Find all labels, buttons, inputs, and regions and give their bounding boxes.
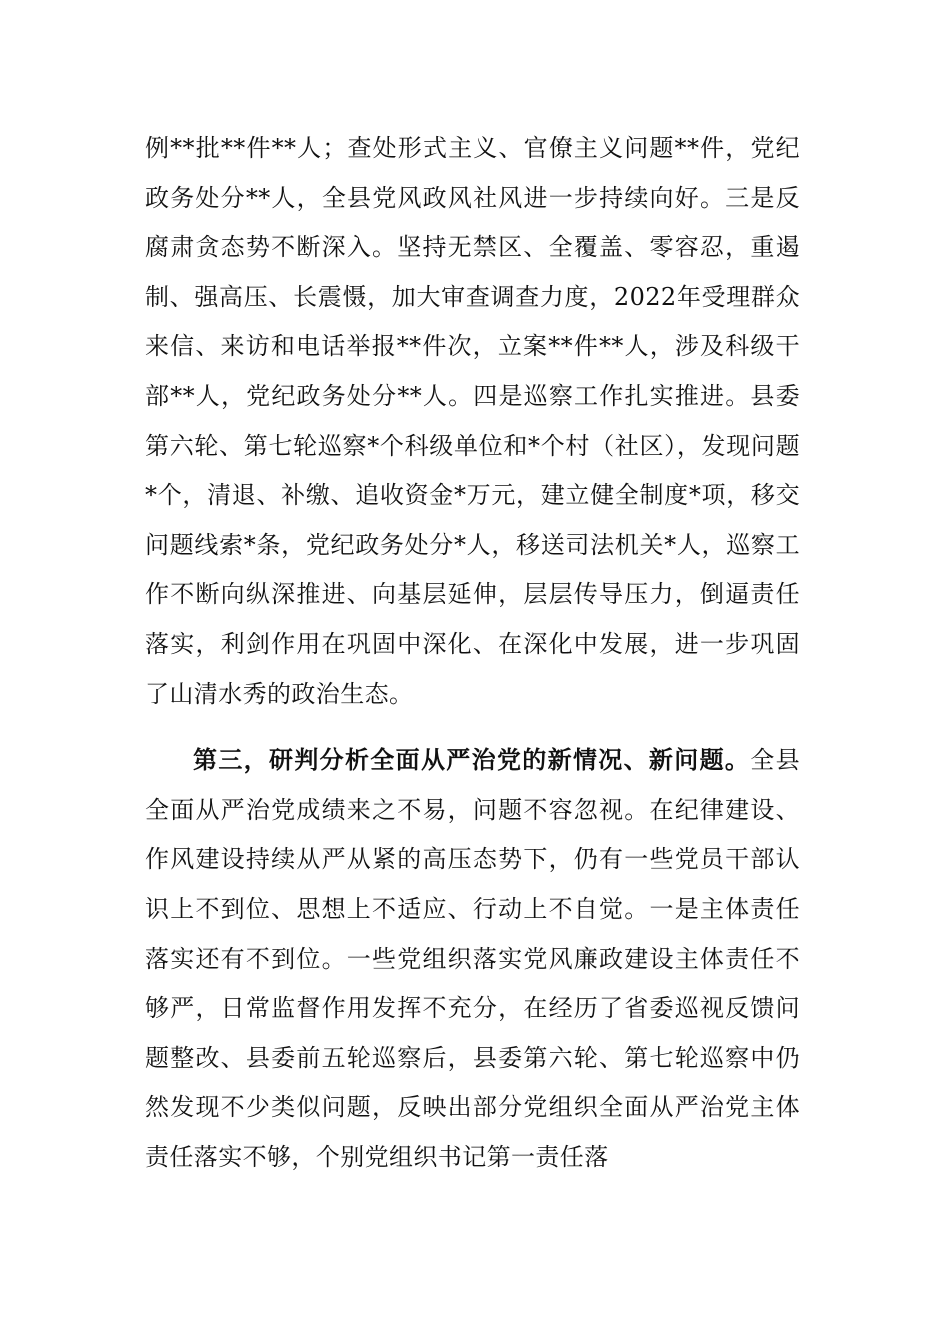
body-paragraph [145,124,800,719]
paragraph-text: 全县全面从严治党成绩来之不易，问题不容忽视。在纪律建设、作风建设持续从严从紧的高压态势下，仍有一些党员干部认识上不到位、思想上不适应、行动上不自觉。一是主体责任落实还有不到位。一些党组织落实党风廉政建设主体责任不够严，日常监督作用发挥不充分，在经历了省委巡视反馈问题整改、县委前五轮巡察后，县委第六轮、第七轮巡察中仍然发现不少类似问题，反映出部分党组织全面从严治党主体责任落实不够，个别党组织书记第一责任落 [145,746,800,1171]
body-paragraph [145,735,800,1182]
paragraph-text: 例**批**件**人；查处形式主义、官僚主义问题**件，党纪政务处分**人，全县党风政风社风进一步持续向好。三是反腐肃贪态势不断深入。坚持无禁区、全覆盖、零容忍，重遏制、强高压、长震慑，加大审查调查力度，2022年受理群众来信、来访和电话举报**件次，立案**件**人，涉及科级干部**人，党纪政务处分**人。四是巡察工作扎实推进。县委第六轮、第七轮巡察*个科级单位和*个村（社区），发现问题*个，清退、补缴、追收资金*万元，建立健全制度*项，移交问题线索*条，党纪政务处分*人，移送司法机关*人，巡察工作不断向纵深推进、向基层延伸，层层传导压力，倒逼责任落实，利剑作用在巩固中深化、在深化中发展，进一步巩固了山清水秀的政治生态。 [145,134,800,708]
section-heading: 第三，研判分析全面从严治党的新情况、新问题。 [193,745,751,775]
document-page [145,124,800,1182]
